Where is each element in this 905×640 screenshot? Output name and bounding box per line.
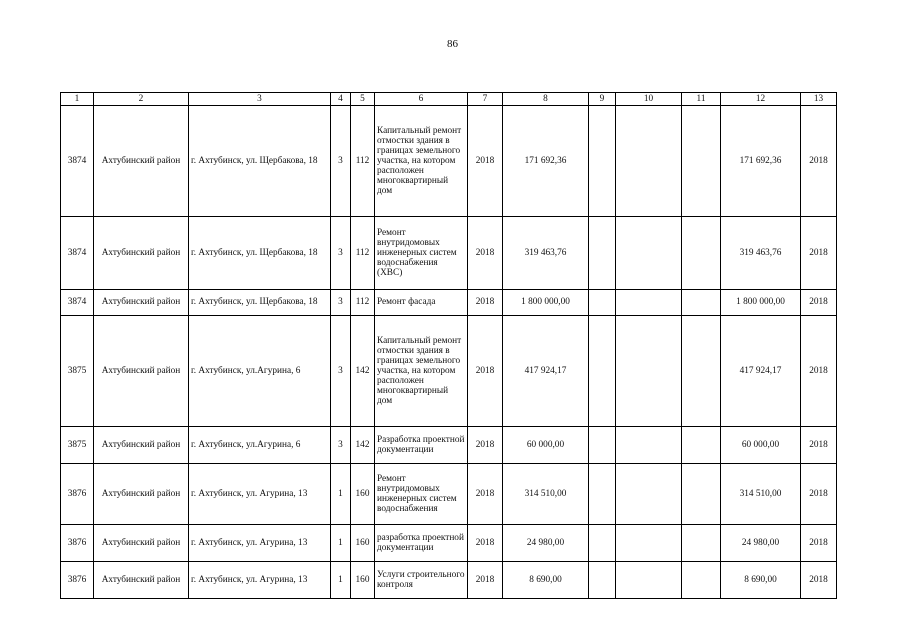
cell-year: 2018: [468, 316, 503, 427]
cell-year: 2018: [468, 525, 503, 562]
cell-col11: [682, 562, 721, 599]
cell-col11: [682, 217, 721, 290]
column-header-5: 5: [351, 93, 375, 106]
table-row: [61, 290, 837, 316]
cell-work-type: разработка проектной документации: [375, 525, 468, 562]
column-header-12: 12: [721, 93, 801, 106]
cell-district: Ахтубинский район: [94, 316, 189, 427]
cell-year: 2018: [468, 427, 503, 464]
cell-col10: [616, 290, 682, 316]
cell-address: г. Ахтубинск, ул. Агурина, 13: [189, 464, 331, 525]
cell-district: Ахтубинский район: [94, 427, 189, 464]
cell-district: Ахтубинский район: [94, 525, 189, 562]
cell-year: 2018: [468, 464, 503, 525]
cell-col4: 3: [331, 106, 351, 217]
cell-col4: 3: [331, 290, 351, 316]
cell-col11: [682, 290, 721, 316]
cell-col10: [616, 464, 682, 525]
column-header-4: 4: [331, 93, 351, 106]
table-header: [61, 93, 837, 106]
column-header-2: 2: [94, 93, 189, 106]
table-row: [61, 217, 837, 290]
cell-address: г. Ахтубинск, ул. Агурина, 13: [189, 525, 331, 562]
cell-col9: [589, 217, 616, 290]
cell-col5: 160: [351, 562, 375, 599]
cell-work-type: Капитальный ремонт отмостки здания в границах земельного участка, на котором расположен многоквартирный дом: [375, 316, 468, 427]
cell-district: Ахтубинский район: [94, 106, 189, 217]
cell-col11: [682, 316, 721, 427]
cell-address: г. Ахтубинск, ул.Агурина, 6: [189, 316, 331, 427]
cell-cost: 171 692,36: [503, 106, 589, 217]
cell-total: 24 980,00: [721, 525, 801, 562]
cell-address: г. Ахтубинск, ул.Агурина, 6: [189, 427, 331, 464]
cell-year: 2018: [468, 217, 503, 290]
cell-col5: 112: [351, 106, 375, 217]
cell-col5: 142: [351, 427, 375, 464]
cell-house-id: 3874: [61, 106, 94, 217]
column-header-8: 8: [503, 93, 589, 106]
cell-work-type: Ремонт внутридомовых инженерных систем водоснабжения (ХВС): [375, 217, 468, 290]
cell-year: 2018: [468, 290, 503, 316]
cell-work-type: Капитальный ремонт отмостки здания в границах земельного участка, на котором расположен многоквартирный дом: [375, 106, 468, 217]
cell-year: 2018: [468, 106, 503, 217]
cell-work-type: Ремонт внутридомовых инженерных систем водоснабжения: [375, 464, 468, 525]
cell-district: Ахтубинский район: [94, 290, 189, 316]
cell-col5: 142: [351, 316, 375, 427]
cell-work-type: Ремонт фасада: [375, 290, 468, 316]
cell-col5: 160: [351, 464, 375, 525]
cell-total: 319 463,76: [721, 217, 801, 290]
cell-address: г. Ахтубинск, ул. Щербакова, 18: [189, 290, 331, 316]
cell-cost: 314 510,00: [503, 464, 589, 525]
cell-col9: [589, 290, 616, 316]
cell-district: Ахтубинский район: [94, 562, 189, 599]
cell-cost: 319 463,76: [503, 217, 589, 290]
cell-work-type: Разработка проектной документации: [375, 427, 468, 464]
cell-cost: 24 980,00: [503, 525, 589, 562]
cell-col9: [589, 525, 616, 562]
cell-col4: 3: [331, 427, 351, 464]
column-header-10: 10: [616, 93, 682, 106]
cell-total: 171 692,36: [721, 106, 801, 217]
cell-col9: [589, 316, 616, 427]
cell-col4: 3: [331, 316, 351, 427]
cell-address: г. Ахтубинск, ул. Щербакова, 18: [189, 106, 331, 217]
column-header-3: 3: [189, 93, 331, 106]
cell-col11: [682, 106, 721, 217]
cell-district: Ахтубинский район: [94, 464, 189, 525]
cell-col10: [616, 217, 682, 290]
table-row: [61, 106, 837, 217]
cell-col5: 160: [351, 525, 375, 562]
cell-col10: [616, 316, 682, 427]
column-header-11: 11: [682, 93, 721, 106]
column-header-7: 7: [468, 93, 503, 106]
cell-col4: 1: [331, 525, 351, 562]
column-header-9: 9: [589, 93, 616, 106]
table-row: [61, 464, 837, 525]
cell-col9: [589, 427, 616, 464]
cell-address: г. Ахтубинск, ул. Агурина, 13: [189, 562, 331, 599]
column-header-1: 1: [61, 93, 94, 106]
cell-district: Ахтубинский район: [94, 217, 189, 290]
cell-address: г. Ахтубинск, ул. Щербакова, 18: [189, 217, 331, 290]
cell-year: 2018: [468, 562, 503, 599]
cell-col4: 1: [331, 464, 351, 525]
cell-work-type: Услуги строительного контроля: [375, 562, 468, 599]
cell-end-year: 2018: [801, 290, 837, 316]
page-number: 86: [447, 38, 458, 50]
cell-house-id: 3875: [61, 316, 94, 427]
table-row: [61, 525, 837, 562]
cell-end-year: 2018: [801, 525, 837, 562]
cell-col11: [682, 464, 721, 525]
cell-house-id: 3874: [61, 290, 94, 316]
cell-col10: [616, 562, 682, 599]
cell-col10: [616, 525, 682, 562]
repair-program-table: [60, 92, 837, 599]
cell-col9: [589, 106, 616, 217]
cell-end-year: 2018: [801, 562, 837, 599]
table-row: [61, 316, 837, 427]
cell-end-year: 2018: [801, 217, 837, 290]
cell-end-year: 2018: [801, 106, 837, 217]
cell-cost: 8 690,00: [503, 562, 589, 599]
cell-col4: 3: [331, 217, 351, 290]
header-row: [61, 93, 837, 106]
cell-col10: [616, 106, 682, 217]
cell-total: 60 000,00: [721, 427, 801, 464]
cell-end-year: 2018: [801, 464, 837, 525]
cell-end-year: 2018: [801, 316, 837, 427]
cell-col5: 112: [351, 217, 375, 290]
cell-total: 417 924,17: [721, 316, 801, 427]
cell-house-id: 3875: [61, 427, 94, 464]
cell-col9: [589, 464, 616, 525]
cell-house-id: 3876: [61, 464, 94, 525]
cell-col5: 112: [351, 290, 375, 316]
cell-cost: 60 000,00: [503, 427, 589, 464]
cell-end-year: 2018: [801, 427, 837, 464]
column-header-13: 13: [801, 93, 837, 106]
cell-col10: [616, 427, 682, 464]
cell-house-id: 3876: [61, 525, 94, 562]
cell-house-id: 3874: [61, 217, 94, 290]
cell-col11: [682, 525, 721, 562]
cell-col9: [589, 562, 616, 599]
cell-cost: 417 924,17: [503, 316, 589, 427]
cell-total: 314 510,00: [721, 464, 801, 525]
cell-col11: [682, 427, 721, 464]
column-header-6: 6: [375, 93, 468, 106]
table-row: [61, 427, 837, 464]
cell-cost: 1 800 000,00: [503, 290, 589, 316]
cell-col4: 1: [331, 562, 351, 599]
cell-total: 8 690,00: [721, 562, 801, 599]
table-row: [61, 562, 837, 599]
cell-house-id: 3876: [61, 562, 94, 599]
cell-total: 1 800 000,00: [721, 290, 801, 316]
